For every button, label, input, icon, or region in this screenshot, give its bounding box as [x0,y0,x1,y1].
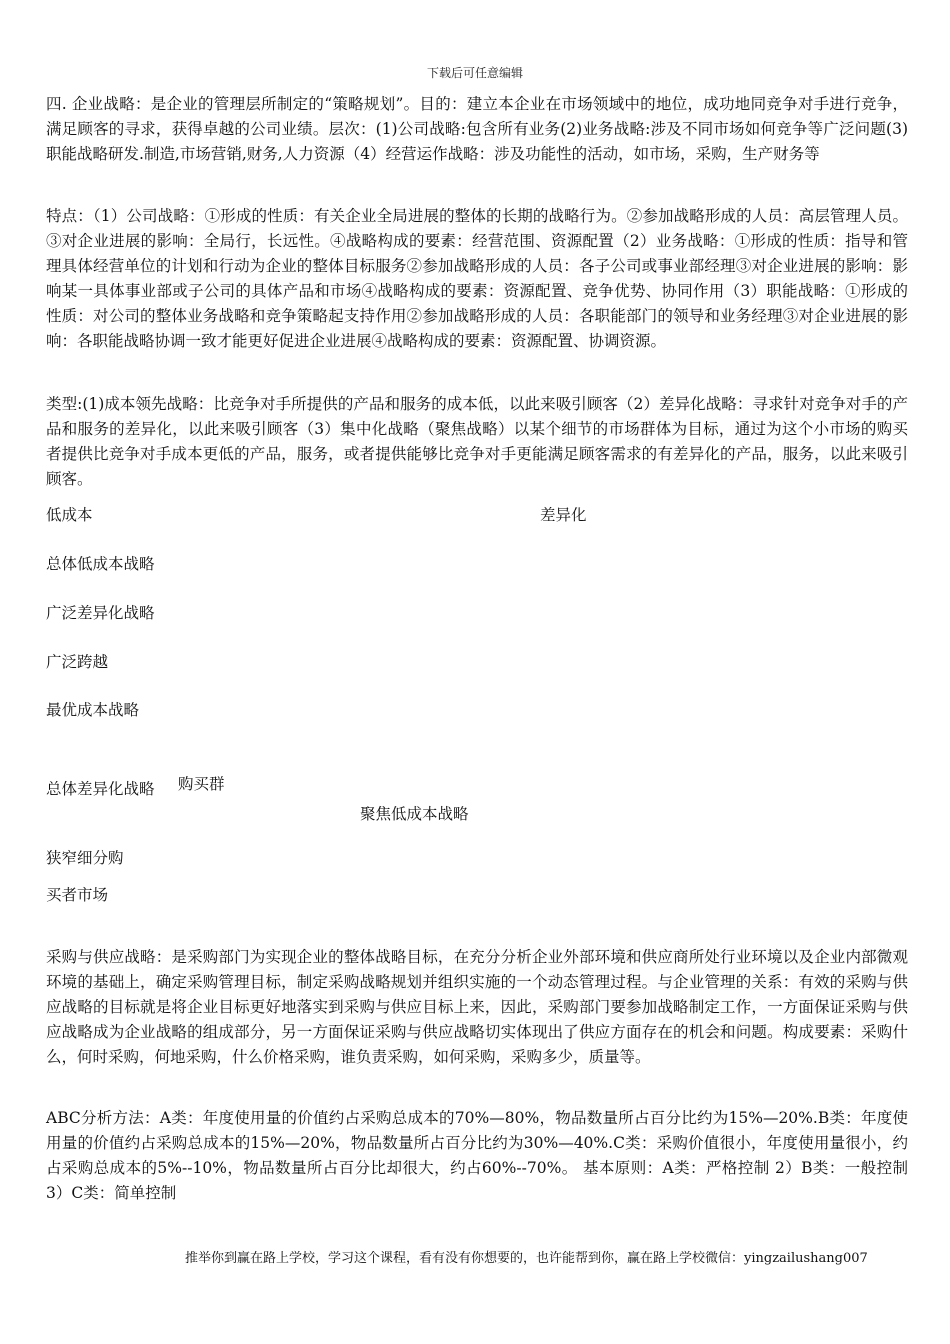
paragraph-enterprise-strategy: 四. 企业战略：是企业的管理层所制定的“策略规划”。目的：建立本企业在市场领域中的地位，成功地同竞争对手进行竞争，满足顾客的寻求，获得卓越的公司业绩。层次：(1)公司战略:包含所有业务(2)业务战略:涉及不同市场如何竞争等广泛问题(3)职能战略研发.制造,市场营销,财务,人力资源（4）经营运作战略：涉及功能性的活动，如市场，采购，生产财务等 [46,95,908,163]
diagram-label-broad-differentiation: 广泛差异化战略 [46,604,155,622]
footer-recommendation: 推举你到赢在路上学校，学习这个课程，看有没有你想要的，也许能帮到你，赢在路上学校微信：yingzailushang007 [185,1251,868,1266]
paragraph-characteristics: 特点：（1）公司战略：①形成的性质：有关企业全局进展的整体的长期的战略行为。②参加战略形成的人员：高层管理人员。③对企业进展的影响：全局行，长远性。④战略构成的要素：经营范围、资源配置（2）业务战略：①形成的性质：指导和管理具体经营单位的计划和行动为企业的整体目标服务②参加战略形成的人员：各子公司或事业部经理③对企业进展的影响：影响某一具体事业部或子公司的具体产品和市场④战略构成的要素：资源配置、竞争优势、协同作用（3）职能战略：①形成的性质：对公司的整体业务战略和竞争策略起支持作用②参加战略形成的人员：各职能部门的领导和业务经理③对企业进展的影响：各职能战略协调一致才能更好促进企业进展④战略构成的要素：资源配置、协调资源。 [46,207,908,350]
paragraph-procurement-strategy: 采购与供应战略：是采购部门为实现企业的整体战略目标，在充分分析企业外部环境和供应商所处行业环境以及企业内部微观环境的基础上，确定采购管理目标，制定采购战略规划并组织实施的一个动态管理过程。与企业管理的关系：有效的采购与供应战略的目标就是将企业目标更好地落实到采购与供应目标上来，因此，采购部门要参加战略制定工作，一方面保证采购与供应战略成为企业战略的组成部分，另一方面保证采购与供应战略切实体现出了供应方面存在的机会和问题。构成要素：采购什么，何时采购，何地采购，什么价格采购，谁负责采购，如何采购，采购多少，质量等。 [46,948,908,1066]
diagram-label-overall-differentiation: 总体差异化战略 [46,780,155,798]
diagram-label-buyer-group: 购买群 [178,775,225,793]
page-header-note: 下载后可任意编辑 [426,66,523,80]
diagram-label-low-cost: 低成本 [46,506,93,524]
diagram-label-overall-low-cost: 总体低成本战略 [46,555,155,573]
diagram-label-best-cost: 最优成本战略 [46,701,140,719]
diagram-label-focused-low-cost: 聚焦低成本战略 [360,805,469,823]
diagram-label-broad-span: 广泛跨越 [46,653,109,671]
diagram-label-narrow-segment: 狭窄细分购 [46,849,124,867]
paragraph-abc-analysis: ABC分析方法：A类：年度使用量的价值约占采购总成本的70%—80%，物品数量所占百分比约为15%—20%.B类：年度使用量的价值约占采购总成本的15%—20%，物品数量所占百分比约为30%—40%.C类：采购价值很小，年度使用量很小，约占采购总成本的5%--10%，物品数量所占百分比却很大，约占60%--70%。 基本原则：A类：严格控制 2）B类：一般控制 3）C类：简单控制 [46,1109,908,1202]
paragraph-strategy-types: 类型:(1)成本领先战略：比竞争对手所提供的产品和服务的成本低，以此来吸引顾客（2）差异化战略：寻求针对竞争对手的产品和服务的差异化，以此来吸引顾客（3）集中化战略（聚焦战略）以某个细节的市场群体为目标，通过为这个小市场的购买者提供比竞争对手成本更低的产品，服务，或者提供能够比竞争对手更能满足顾客需求的有差异化的产品，服务，以此来吸引顾客。 [46,395,908,488]
diagram-label-differentiation: 差异化 [540,506,587,524]
diagram-label-buyer-market: 买者市场 [46,886,109,904]
